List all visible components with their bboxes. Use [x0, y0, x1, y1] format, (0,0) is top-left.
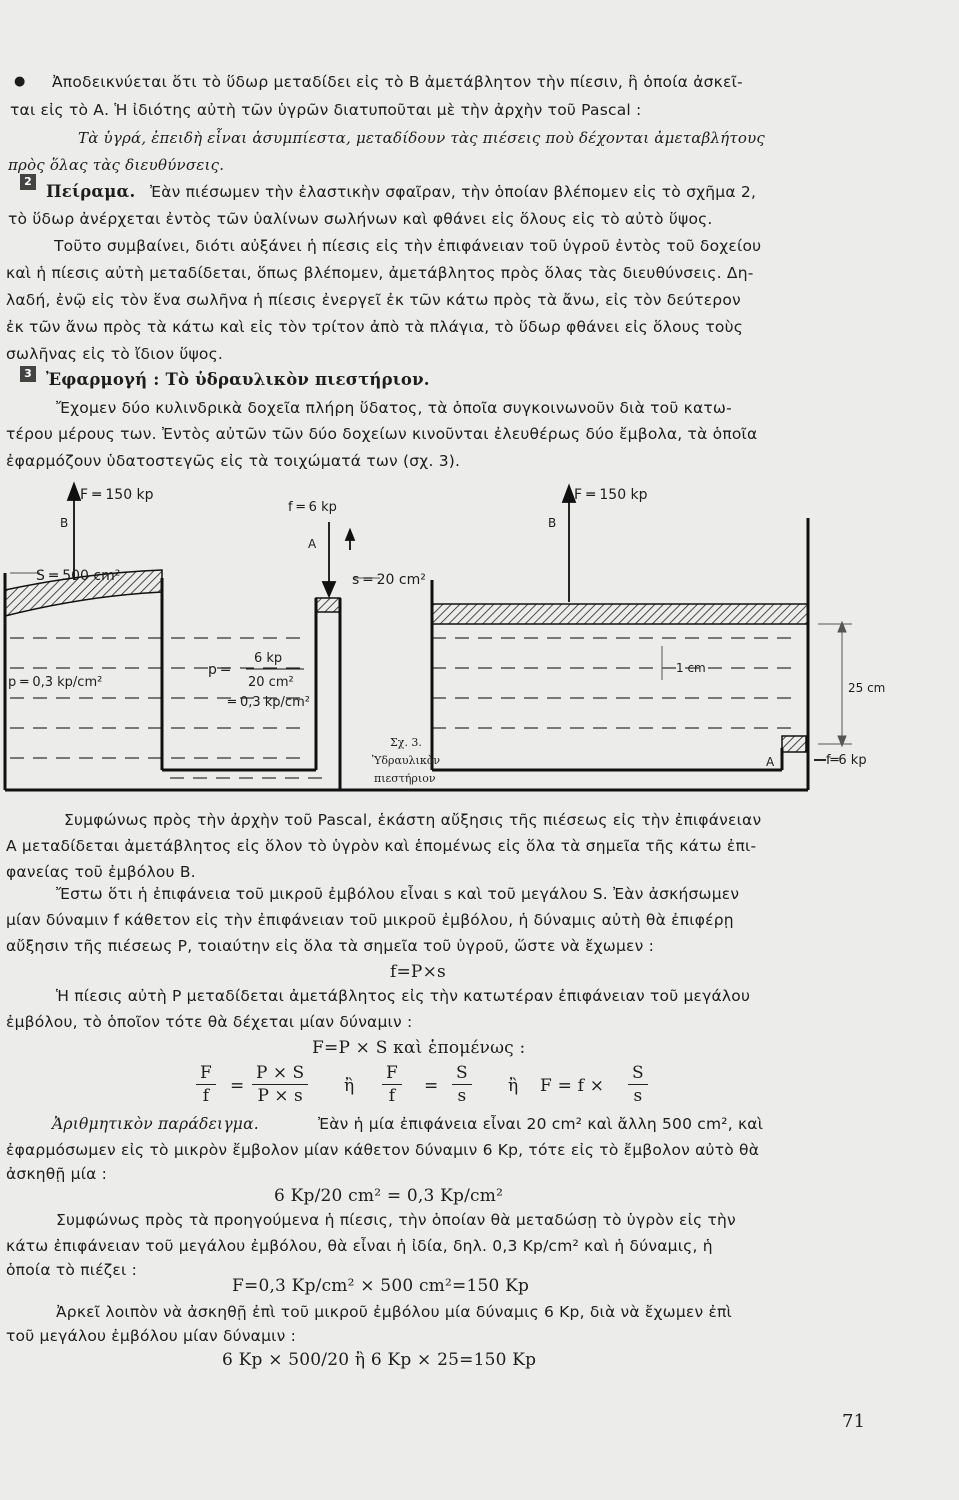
para3-line2: μίαν δύναμιν f κάθετον εἰς τὴν ἐπιφάνειαν τοῦ μικροῦ ἐμβόλου, ἡ δύναμις αὐτὴ θὰ ἐπιφέρῃ — [6, 911, 734, 929]
para3-line3: αὔξησιν τῆς πιέσεως P, τοιαύτην εἰς ὅλα τὰ σημεῖα τοῦ ὑγροῦ, ὥστε νὰ ἔχωμεν : — [6, 937, 655, 955]
label-A-right: A — [766, 755, 775, 769]
fraction-PS-over-Ps: $\frac{P \times S}{P \times s}$ — [252, 1062, 308, 1107]
small-force-label: f ═ 6 kp — [288, 500, 337, 515]
fraction-S-over-s: $\frac{S}{s}$ — [452, 1062, 472, 1107]
pressure-mid-denominator: 20 cm² — [248, 675, 294, 690]
experiment-line2: τὸ ὕδωρ ἀνέρχεται ἐντὸς τῶν ὑαλίνων σωλήνων καὶ φθάνει εἰς ὅλους εἰς τὸ αὐτὸ ὕψος. — [8, 210, 713, 228]
bullet-mark: ● — [14, 74, 26, 89]
equation-example-pressure: 6 Kp/20 cm² = 0,3 Kp/cm² — [274, 1186, 504, 1206]
experiment-line6: ἐκ τῶν ἄνω πρὸς τὰ κάτω καὶ εἰς τὸν τρίτον ἀπὸ τὰ πλάγια, τὸ ὕδωρ φθάνει εἰς ὅλους τοὺς — [6, 318, 744, 336]
experiment-line7: σωλῆνας εἰς τὸ ἴδιον ὕψος. — [6, 345, 224, 363]
or-word-2: ἢ — [508, 1076, 519, 1096]
example-line3: ἀσκηθῇ μία : — [6, 1165, 108, 1183]
para5-line3: ὁποία τὸ πιέζει : — [6, 1261, 137, 1279]
small-force-label-right: f═6 kp — [826, 753, 867, 768]
experiment-title: Πείραμα. — [46, 182, 136, 201]
or-word-1: ἢ — [344, 1076, 355, 1096]
para1-line1: Ἀποδεικνύεται ὅτι τὸ ὕδωρ μεταδίδει εἰς τὸ Β ἀμετάβλητον τὴν πίεσιν, ἣ ὁποία ἀσκεῖ- — [52, 73, 743, 91]
label-B-right: B — [548, 516, 557, 530]
figure-caption-3: πιεστήριον — [374, 772, 436, 785]
equals-sign-1: = — [230, 1076, 245, 1096]
equation-F-result: F=0,3 Kp/cm² × 500 cm²=150 Kp — [232, 1276, 530, 1296]
right-vessel — [432, 518, 808, 790]
large-force-label-right: F ═ 150 kp — [574, 487, 648, 503]
para2-line1: Συμφώνως πρὸς τὴν ἀρχὴν τοῦ Pascal, ἑκάστη αὔξησις τῆς πιέσεως εἰς τὴν ἐπιφάνειαν — [64, 811, 762, 829]
experiment-line4: καὶ ἡ πίεσις αὐτὴ μεταδίδεται, ὅπως βλέπομεν, ἀμετάβλητος πρὸς ὅλας τὰς διευθύνσεις. Δη- — [6, 264, 754, 282]
para3-line1: Ἔστω ὅτι ἡ ἐπιφάνεια τοῦ μικροῦ ἐμβόλου εἶναι s καὶ τοῦ μεγάλου S. Ἐὰν ἀσκήσωμεν — [56, 885, 740, 903]
example-line2: ἐφαρμόσωμεν εἰς τὸ μικρὸν ἔμβολον μίαν κάθετον δύναμιν 6 Kp, τότε εἰς τὸ ἔμβολον αὐτὸ θὰ — [6, 1141, 760, 1159]
fraction-F-over-f-2: $\frac{F}{f}$ — [382, 1062, 402, 1107]
small-piston — [316, 598, 340, 612]
hydraulic-press-figure — [0, 478, 959, 808]
large-area-label: S ═ 500 cm² — [36, 568, 121, 584]
para1-line2: ται εἰς τὸ Α. Ἡ ἰδιότης αὐτὴ τῶν ὑγρῶν διατυποῦται μὲ τὴν ἀρχὴν τοῦ Pascal : — [10, 101, 642, 119]
one-cm-label: 1 cm — [676, 661, 706, 675]
label-B-left: B — [60, 516, 69, 530]
application-line1: Ἔχομεν δύο κυλινδρικὰ δοχεῖα πλήρη ὕδατος, τὰ ὁποῖα συγκοινωνοῦν διὰ τοῦ κατω- — [56, 399, 732, 417]
para4-line1: Ἡ πίεσις αὐτὴ P μεταδίδεται ἀμετάβλητος εἰς τὴν κατωτέραν ἐπιφάνειαν τοῦ μεγάλου — [56, 987, 751, 1005]
para5-line2: κάτω ἐπιφάνειαν τοῦ μεγάλου ἐμβόλου, θὰ εἶναι ἡ ἰδία, δηλ. 0,3 Kp/cm² καὶ ἡ δύναμις, ἡ — [6, 1237, 713, 1255]
equation-final: 6 Kp × 500/20 ἢ 6 Kp × 25=150 Kp — [222, 1350, 537, 1370]
experiment-line1: Ἐὰν πιέσωμεν τὴν ἐλαστικὴν σφαῖραν, τὴν ὁποίαν βλέπομεν εἰς τὸ σχῆμα 2, — [150, 183, 757, 201]
height-25cm-label: 25 cm — [848, 681, 886, 695]
para4-line2: ἐμβόλου, τὸ ὁποῖον τότε θὰ δέχεται μίαν δύναμιν : — [6, 1013, 413, 1031]
small-piston-right — [782, 736, 806, 752]
pressure-mid-numerator: 6 kp — [254, 651, 283, 666]
equation-f-Ps: f=P×s — [390, 962, 446, 982]
fraction-F-over-f: $\frac{F}{f}$ — [196, 1062, 216, 1107]
equation-F-PS: F=P × S καὶ ἑπομένως : — [312, 1038, 526, 1058]
para5-line1: Συμφώνως πρὸς τὰ προηγούμενα ἡ πίεσις, τὴν ὁποίαν θὰ μεταδώσῃ τὸ ὑγρὸν εἰς τὴν — [56, 1211, 736, 1229]
label-A-mid: A — [308, 537, 317, 551]
pressure-mid-result: ═ 0,3 kp/cm² — [228, 695, 310, 710]
pressure-label-left: p ═ 0,3 kp/cm² — [8, 675, 103, 690]
fraction-S-over-s-2: $\frac{S}{s}$ — [628, 1062, 648, 1107]
figure-caption-1: Σχ. 3. — [390, 736, 422, 749]
equation-F-fx: F = f × — [540, 1076, 605, 1096]
para6-line2: τοῦ μεγάλου ἐμβόλου μίαν δύναμιν : — [6, 1327, 297, 1345]
experiment-line3: Τοῦτο συμβαίνει, διότι αὐξάνει ἡ πίεσις εἰς τὴν ἐπιφάνειαν τοῦ ὑγροῦ ἐντὸς τοῦ δοχείου — [54, 237, 762, 255]
example-title: Ἀριθμητικὸν παράδειγμα. — [52, 1115, 259, 1133]
para2-line2: Α μεταδίδεται ἀμετάβλητος εἰς ὅλον τὸ ὑγρὸν καὶ ἑπομένως εἰς ὅλα τὰ σημεῖα τῆς κάτω ἐπι- — [6, 837, 757, 855]
large-piston-right — [432, 604, 808, 624]
pascal-law-line1: Τὰ ὑγρά, ἐπειδὴ εἶναι ἀσυμπίεστα, μεταδίδουν τὰς πιέσεις ποὺ δέχονται ἀμεταβλήτους — [78, 129, 766, 147]
equals-sign-2: = — [424, 1076, 439, 1096]
para6-line1: Ἀρκεῖ λοιπὸν νὰ ἀσκηθῇ ἐπὶ τοῦ μικροῦ ἐμβόλου μία δύναμις 6 Kp, διὰ νὰ ἔχωμεν ἐπὶ — [56, 1303, 733, 1321]
experiment-line5: λαδή, ἐνῷ εἰς τὸν ἕνα σωλῆνα ἡ πίεσις ἐνεργεῖ ἐκ τῶν κάτω πρὸς τὰ ἄνω, εἰς τὸν δεύτερον — [6, 291, 741, 309]
figure-caption-2: Ὑδραυλικὸν — [372, 754, 441, 767]
section-number-3: 3 — [20, 366, 36, 382]
pressure-mid-p: p ═ — [208, 662, 230, 678]
pascal-law-line2: πρὸς ὅλας τὰς διευθύνσεις. — [8, 156, 225, 174]
example-line1: Ἐὰν ἡ μία ἐπιφάνεια εἶναι 20 cm² καὶ ἄλλη 500 cm², καὶ — [318, 1115, 764, 1133]
page-number: 71 — [842, 1411, 866, 1432]
small-area-label: s ═ 20 cm² — [352, 572, 426, 588]
application-title: Ἐφαρμογή : Τὸ ὑδραυλικὸν πιεστήριον. — [46, 370, 430, 389]
para2-line3: φανείας τοῦ ἐμβόλου Β. — [6, 863, 196, 881]
application-line2: τέρου μέρους των. Ἐντὸς αὐτῶν τῶν δύο δοχείων κινοῦνται ἐλευθέρως δύο ἔμβολα, τὰ ὁποῖα — [6, 425, 758, 443]
section-number-2: 2 — [20, 174, 36, 190]
application-line3: ἐφαρμόζουν ὑδατοστεγῶς εἰς τὰ τοιχώματά των (σχ. 3). — [6, 452, 461, 470]
large-force-label: F ═ 150 kp — [80, 487, 154, 503]
